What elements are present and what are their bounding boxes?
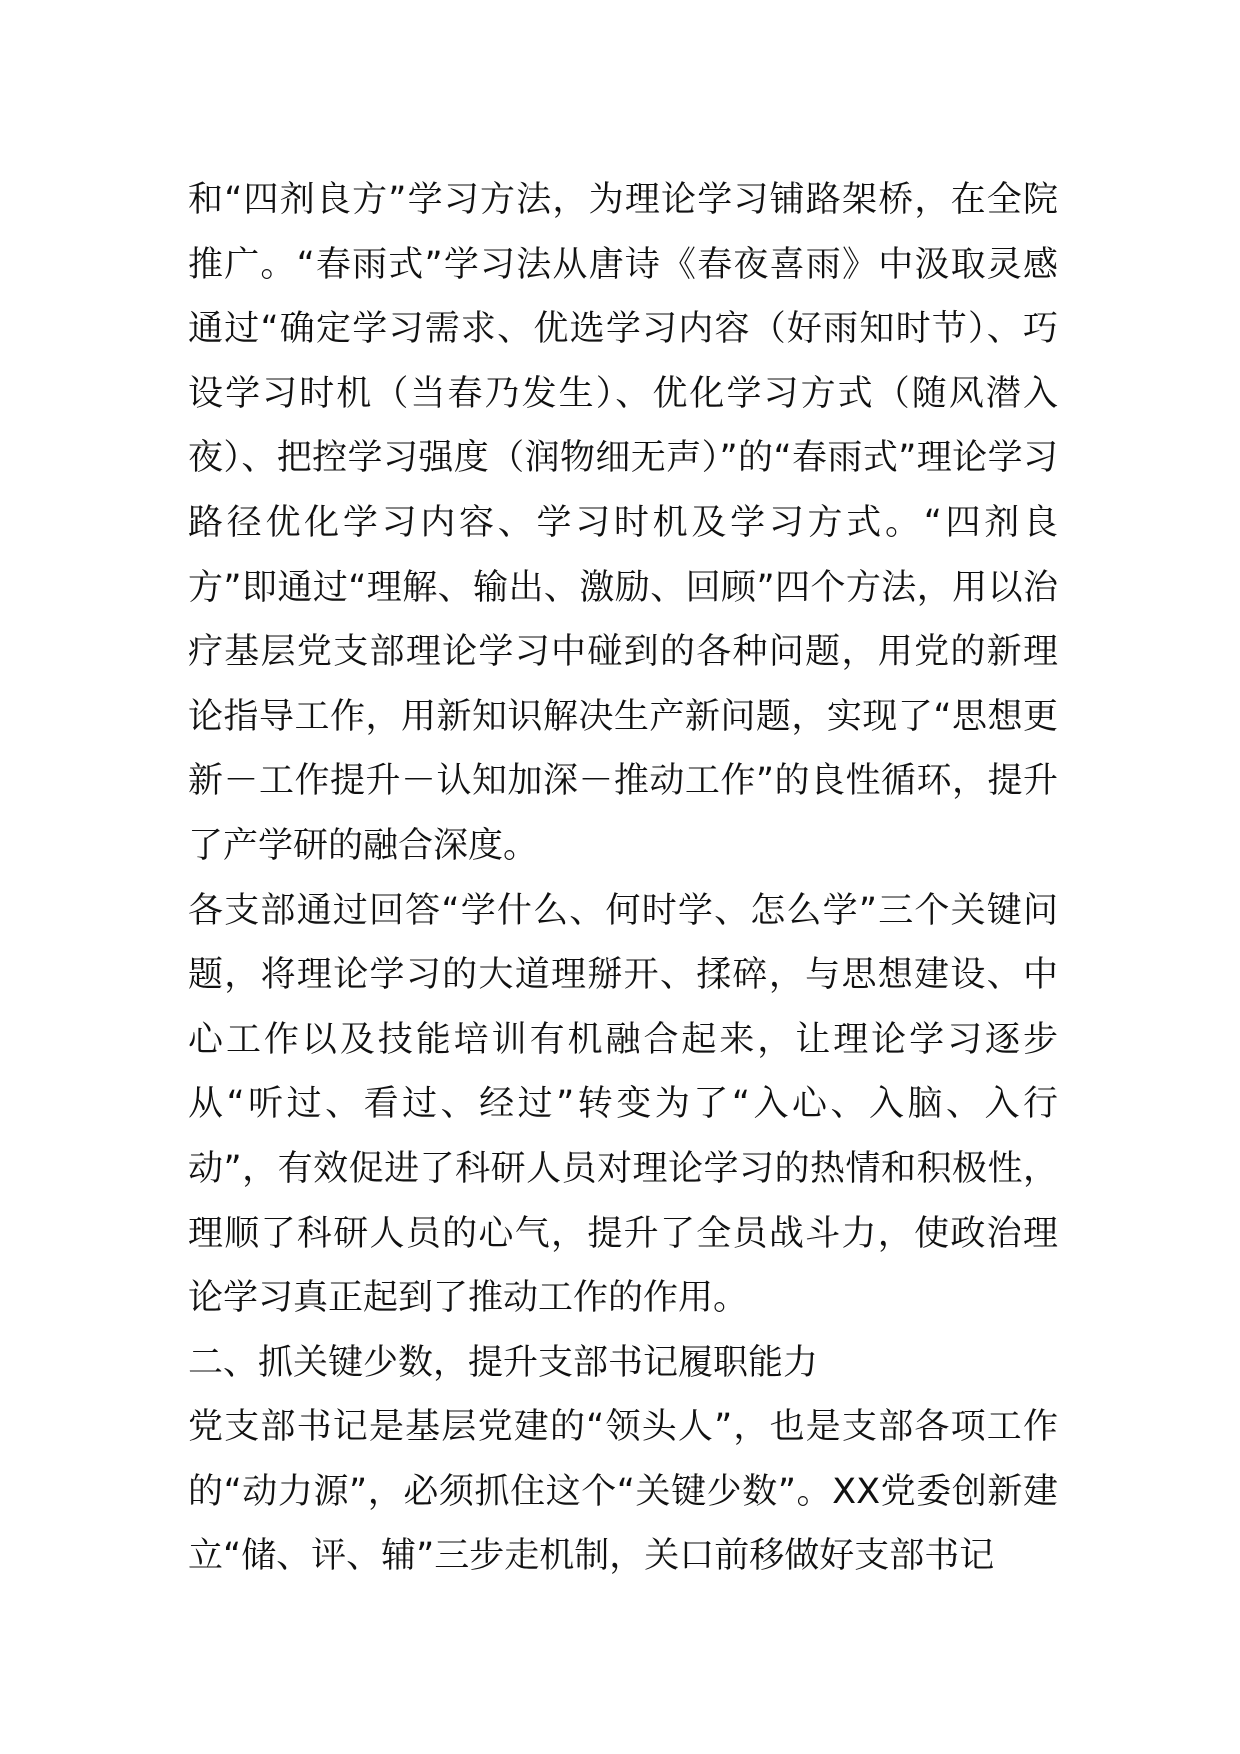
paragraph-branch-learning: 各支部通过回答“学什么、何时学、怎么学”三个关键问题，将理论学习的大道理掰开、揉碎，与思想建设、中心工作以及技能培训有机融合起来，让理论学习逐步从“听过、看过、经过”转变为了“入心、入脑、入行动”，有效促进了科研人员对理论学习的热情和积极性，理顺了科研人员的心气，提升了全员战斗力，使政治理论学习真正起到了推动工作的作用。 xyxy=(188,890,1058,1319)
document-body xyxy=(188,168,1058,1589)
paragraph-branch-secretary: 党支部书记是基层党建的“领头人”，也是支部各项工作的“动力源”，必须抓住这个“关键少数”。XX党委创新建立“储、评、辅”三步走机制，关口前移做好支部书记 xyxy=(188,1407,1058,1577)
section-heading: 二、抓关键少数，提升支部书记履职能力 xyxy=(188,1342,819,1383)
paragraph-study-methods: 和“四剂良方”学习方法，为理论学习铺路架桥，在全院推广。“春雨式”学习法从唐诗《春夜喜雨》中汲取灵感通过“确定学习需求、优选学习内容（好雨知时节）、巧设学习时机（当春乃发生）、优化学习方式（随风潜入夜）、把控学习强度（润物细无声）”的“春雨式”理论学习路径优化学习内容、学习时机及学习方式。“四剂良方”即通过“理解、输出、激励、回顾”四个方法，用以治疗基层党支部理论学习中碰到的各种问题，用党的新理论指导工作，用新知识解决生产新问题，实现了“思想更新－工作提升－认知加深－推动工作”的良性循环，提升了产学研的融合深度。 xyxy=(188,180,1058,866)
